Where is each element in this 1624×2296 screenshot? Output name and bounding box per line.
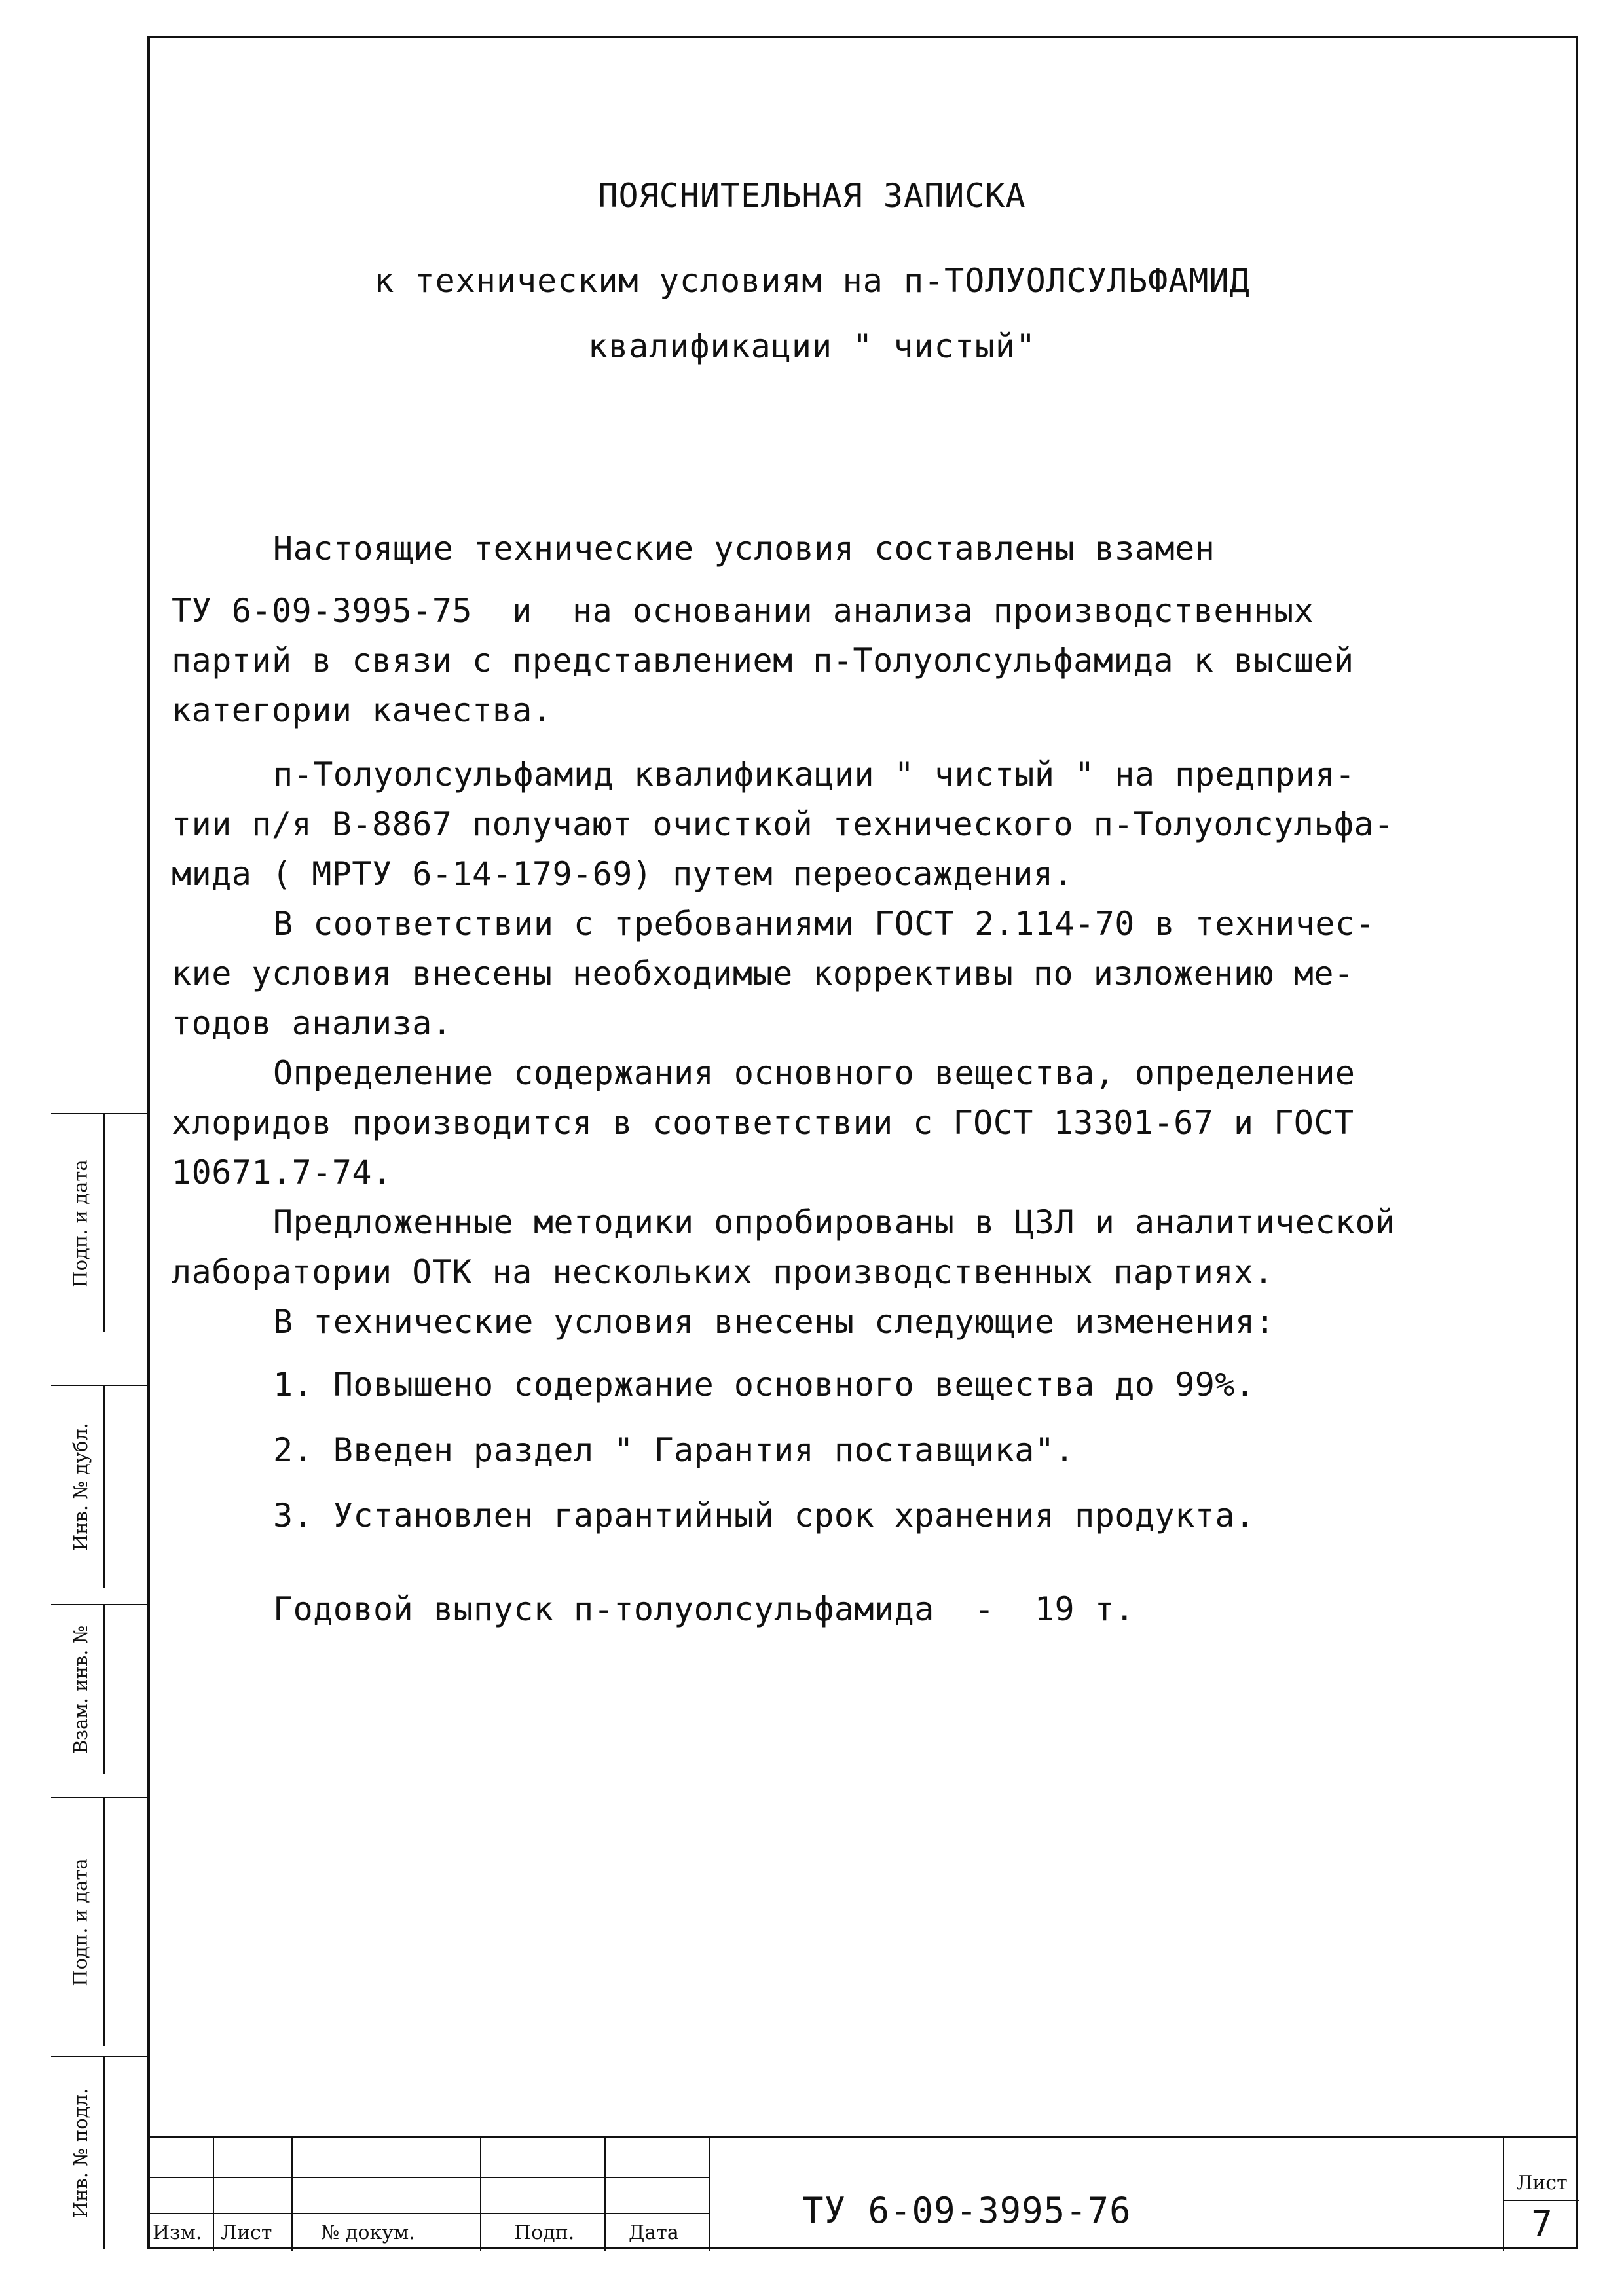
text-line: Годовой выпуск п-толуолсульфамида - 19 т. <box>273 1590 1135 1628</box>
page-title: ПОЯСНИТЕЛЬНАЯ ЗАПИСКА <box>598 177 1026 215</box>
text-line: категории качества. <box>172 691 553 729</box>
stamp-header-data: Дата <box>629 2221 679 2244</box>
stamp-header-list: Лист <box>221 2221 272 2244</box>
text-line: Настоящие технические условия составлены взамен <box>273 530 1215 568</box>
text-line: ТУ 6-09-3995-75 и на основании анализа производственных <box>172 592 1314 630</box>
text-line: Определение содержания основного вещества, определение <box>273 1054 1356 1092</box>
title-block-stamp <box>147 2136 1578 2251</box>
side-cell <box>51 1385 147 1588</box>
text-line: хлоридов производится в соответствии с ГОСТ 13301-67 и ГОСТ <box>172 1104 1354 1142</box>
text-line: В технические условия внесены следующие изменения: <box>273 1303 1276 1341</box>
side-label: Подп. и дата <box>58 1798 105 2046</box>
changes-list <box>172 1352 1449 1548</box>
stamp-header-izm: Изм. <box>153 2221 202 2244</box>
sheet-number-box <box>1503 2138 1579 2251</box>
sheet-number: 7 <box>1531 2203 1553 2244</box>
text-line: Предложенные методики опробированы в ЦЗЛ и аналитической <box>273 1203 1395 1241</box>
text-line: п-Толуолсульфамид квалификации " чистый " на предприя- <box>273 756 1356 793</box>
stamp-header-podp: Подп. <box>514 2221 575 2244</box>
text-line: тии п/я В-8867 получают очисткой технического п-Толуолсульфа- <box>172 805 1394 843</box>
paragraph-1-cont <box>172 586 1449 735</box>
side-cell <box>51 2056 147 2249</box>
document-code: ТУ 6-09-3995-76 <box>802 2190 1132 2231</box>
sheet-label: Лист <box>1516 2172 1568 2195</box>
text-line: лаборатории ОТК на нескольких производственных партиях. <box>172 1253 1274 1291</box>
paragraph-1 <box>172 524 1449 574</box>
list-item: 2. Введен раздел " Гарантия поставщика". <box>273 1431 1075 1469</box>
side-label: Инв. № подл. <box>58 2057 105 2249</box>
page-subtitle: к техническим условиям на п-ТОЛУОЛСУЛЬФАМИД <box>374 262 1250 300</box>
text-line: кие условия внесены необходимые коррективы по изложению ме- <box>172 955 1354 993</box>
side-label: Подп. и дата <box>58 1114 105 1332</box>
side-cell <box>51 1797 147 2046</box>
text-line: тодов анализа. <box>172 1004 452 1042</box>
text-line: мида ( МРТУ 6-14-179-69) путем переосаждения. <box>172 855 1074 893</box>
side-cell <box>51 1113 147 1332</box>
stamp-header-dokum: № докум. <box>321 2221 415 2244</box>
text-line: партий в связи с представлением п-Толуолсульфамида к высшей <box>172 642 1354 680</box>
text-line: В соответствии с требованиями ГОСТ 2.114-70 в техничес- <box>273 905 1376 943</box>
side-cell <box>51 1604 147 1774</box>
annual-output <box>172 1584 1449 1634</box>
side-strip <box>51 1113 147 2249</box>
list-item: 3. Установлен гарантийный срок хранения продукта. <box>273 1497 1255 1535</box>
list-item: 1. Повышено содержание основного вещества до 99%. <box>273 1366 1255 1404</box>
text-line: 10671.7-74. <box>172 1154 392 1192</box>
page-subtitle-qualification: квалификации " чистый" <box>587 327 1037 365</box>
paragraph-2 <box>172 750 1449 1347</box>
side-label: Взам. инв. № <box>58 1605 105 1774</box>
side-label: Инв. № дубл. <box>58 1386 105 1588</box>
stamp-grid <box>147 2138 710 2251</box>
